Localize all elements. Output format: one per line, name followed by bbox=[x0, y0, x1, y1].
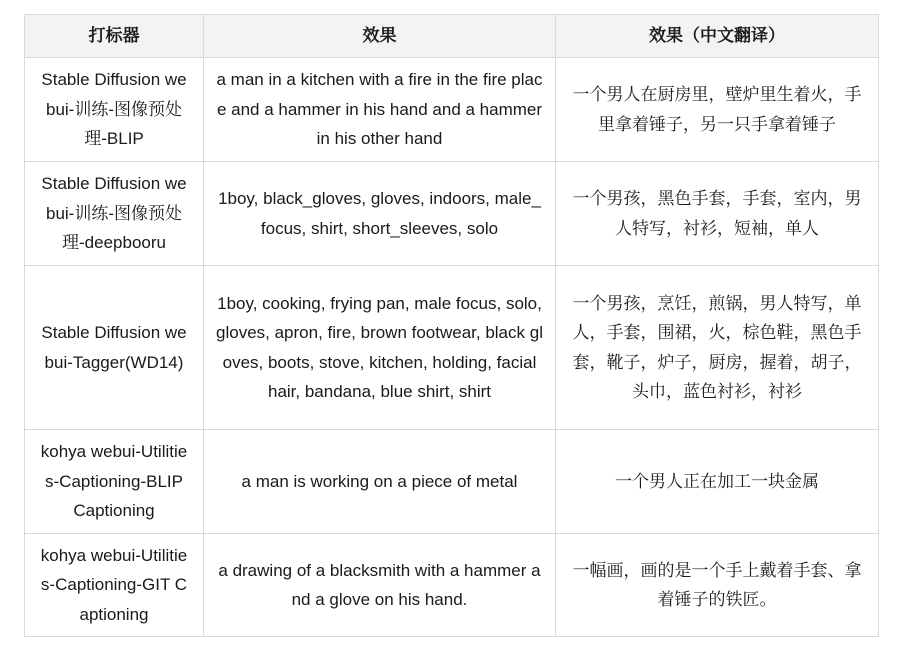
table-row bbox=[25, 534, 879, 637]
table-row bbox=[25, 266, 879, 430]
cell-effect: 1boy, cooking, frying pan, male focus, solo, gloves, apron, fire, brown footwear, black gloves, boots, stove, kitchen, holding, facial hair, bandana, blue shirt, shirt bbox=[204, 266, 556, 430]
header-effect: 效果 bbox=[204, 15, 556, 58]
table-header-row bbox=[25, 15, 879, 58]
header-tagger: 打标器 bbox=[25, 15, 204, 58]
cell-effect-cn: 一个男孩，烹饪，煎锅，男人特写，单人，手套，围裙，火，棕色鞋，黑色手套，靴子，炉子，厨房，握着，胡子，头巾，蓝色衬衫，衬衫 bbox=[556, 266, 879, 430]
tagger-comparison-table bbox=[24, 14, 879, 637]
cell-tagger: Stable Diffusion webui-训练-图像预处理-deepbooru bbox=[25, 162, 204, 266]
cell-effect-cn: 一个男人正在加工一块金属 bbox=[556, 430, 879, 534]
cell-effect: a drawing of a blacksmith with a hammer and a glove on his hand. bbox=[204, 534, 556, 637]
cell-effect-cn: 一个男人在厨房里，壁炉里生着火，手里拿着锤子，另一只手拿着锤子 bbox=[556, 58, 879, 162]
cell-tagger: kohya webui-Utilities-Captioning-BLIP Captioning bbox=[25, 430, 204, 534]
cell-effect-cn: 一个男孩，黑色手套，手套，室内，男人特写，衬衫，短袖，单人 bbox=[556, 162, 879, 266]
header-effect-cn: 效果（中文翻译） bbox=[556, 15, 879, 58]
cell-effect: a man in a kitchen with a fire in the fire place and a hammer in his hand and a hammer in his other hand bbox=[204, 58, 556, 162]
table-row bbox=[25, 430, 879, 534]
cell-tagger: kohya webui-Utilities-Captioning-GIT Captioning bbox=[25, 534, 204, 637]
table-row bbox=[25, 162, 879, 266]
cell-effect: 1boy, black_gloves, gloves, indoors, male_focus, shirt, short_sleeves, solo bbox=[204, 162, 556, 266]
cell-tagger: Stable Diffusion webui-训练-图像预处理-BLIP bbox=[25, 58, 204, 162]
cell-effect: a man is working on a piece of metal bbox=[204, 430, 556, 534]
cell-tagger: Stable Diffusion webui-Tagger(WD14) bbox=[25, 266, 204, 430]
comparison-table-container bbox=[24, 14, 878, 637]
table-row bbox=[25, 58, 879, 162]
cell-effect-cn: 一幅画，画的是一个手上戴着手套、拿着锤子的铁匠。 bbox=[556, 534, 879, 637]
